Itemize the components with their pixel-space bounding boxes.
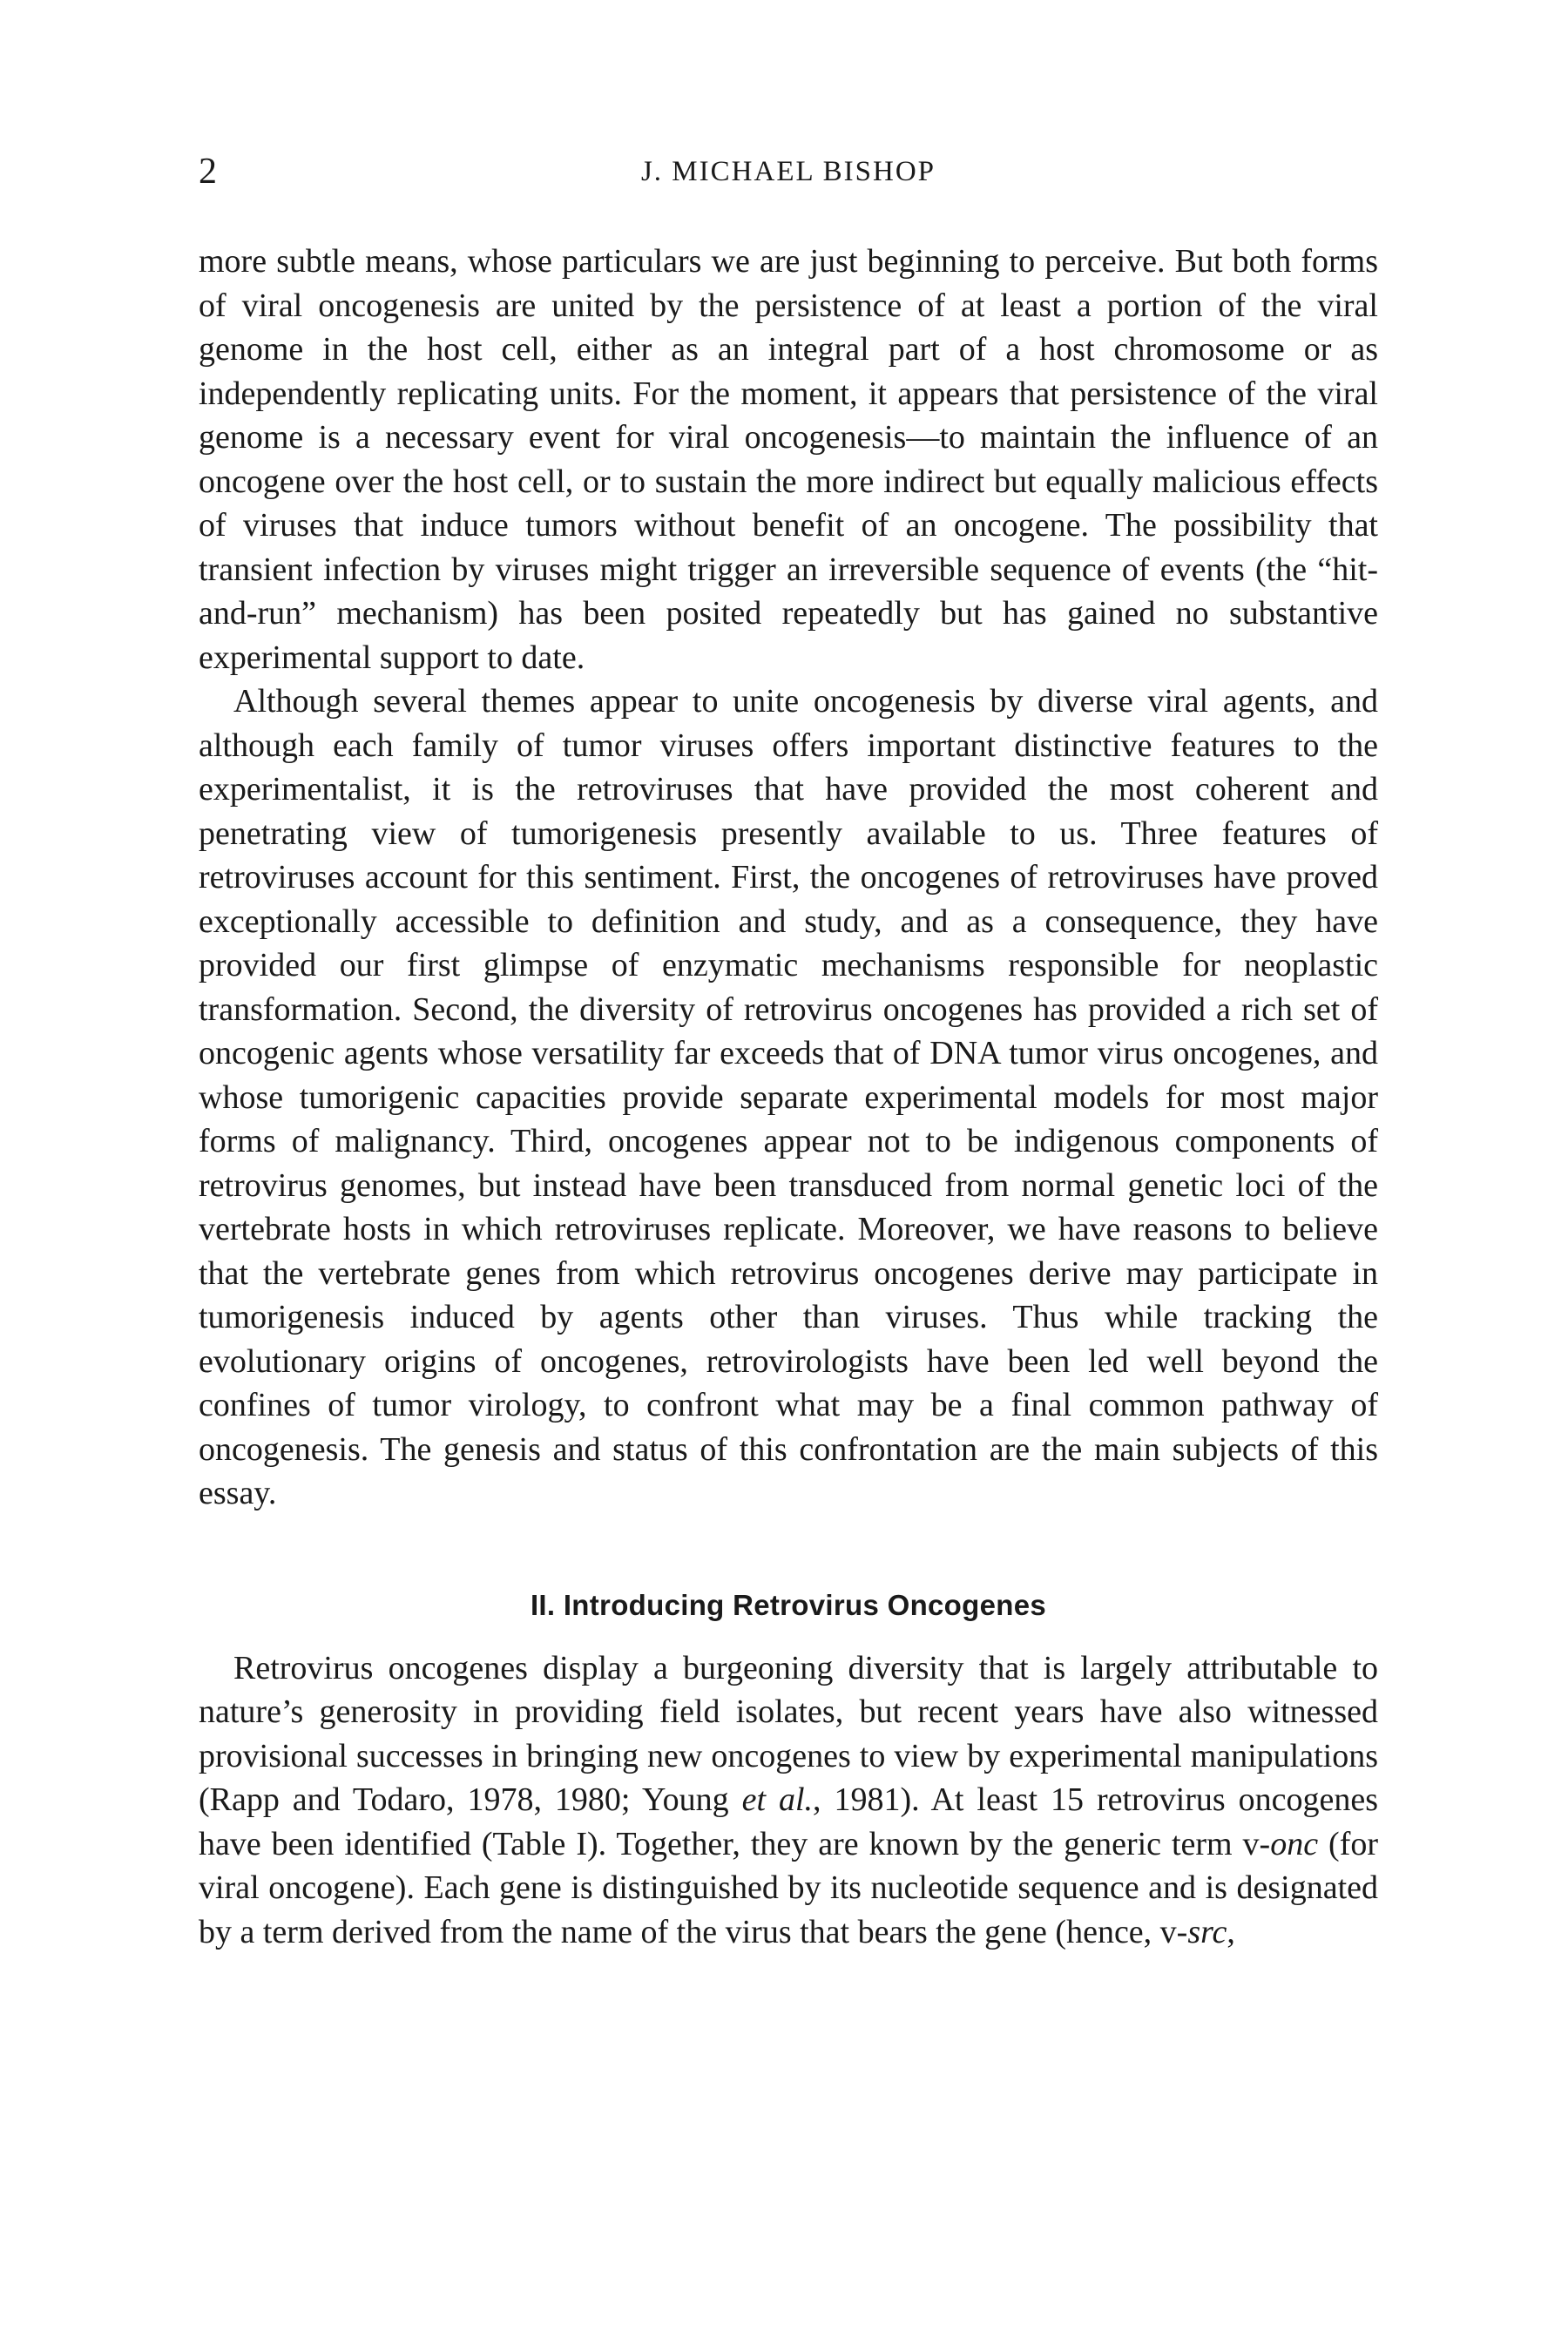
paragraph-3-text-4: ,: [1227, 1913, 1235, 1950]
body-text: [199, 240, 1378, 1954]
paragraph-3-text-1: Retrovirus oncogenes display a burgeoning diversity that is largely attributable to nature’s generosity in providing field isolates, but recent years have also witnessed provisional successes in bringing new oncogenes to view by experimental manipulations (Rapp and Todaro, 1978, 1980; Young: [199, 1649, 1378, 1818]
paragraph-3-onc: onc: [1270, 1825, 1319, 1862]
paragraph-2: Although several themes appear to unite oncogenesis by diverse viral agents, and although each family of tumor viruses offers important distinctive features to the experimentalist, it is the retroviruses that have provided the most coherent and penetrating view of tumorigenesis presently available to us. Three features of retroviruses account for this sentiment. First, the oncogenes of retroviruses have proved exceptionally accessible to definition and study, and as a consequence, they have provided our first glimpse of enzymatic mechanisms responsible for neoplastic transformation. Second, the diversity of retrovirus oncogenes has provided a rich set of oncogenic agents whose versatility far exceeds that of DNA tumor virus oncogenes, and whose tumorigenic capacities provide separate experimental models for most major forms of malignancy. Third, oncogenes appear not to be indigenous components of retrovirus genomes, but instead have been transduced from normal genetic loci of the vertebrate hosts in which retroviruses replicate. Moreover, we have reasons to believe that the vertebrate genes from which retrovirus oncogenes derive may participate in tumorigenesis induced by agents other than viruses. Thus while tracking the evolutionary origins of oncogenes, retrovirologists have been led well beyond the confines of tumor virology, to confront what may be a final common pathway of oncogenesis. The genesis and status of this confrontation are the main subjects of this essay.: [199, 683, 1378, 1511]
running-head: [199, 150, 1378, 193]
paragraph-3-src: src: [1187, 1913, 1227, 1950]
paragraph-3-text-3: (for viral oncogene). Each gene is distinguished by its nucleotide sequence and is designated by a term derived from the name of the virus that bears the gene (hence, v-: [199, 1825, 1378, 1950]
paragraph-3-text-2: , 1981). At least 15 retrovirus oncogenes have been identified (Table I). Together, they are known by the generic term v-: [199, 1781, 1379, 1862]
paragraph-1: more subtle means, whose particulars we are just beginning to perceive. But both forms of viral oncogenesis are united by the persistence of at least a portion of the viral genome in the host cell, either as an integral part of a host chromosome or as independently replicating units. For the moment, it appears that persistence of the viral genome is a necessary event for viral oncogenesis—to maintain the influence of an oncogene over the host cell, or to sustain the more indirect but equally malicious effects of viruses that induce tumors without benefit of an oncogene. The possibility that transient infection by viruses might trigger an irreversible sequence of events (the “hit-and-run” mechanism) has been posited repeatedly but has gained no substantive experimental support to date.: [199, 243, 1378, 676]
page-number: 2: [199, 152, 217, 192]
paragraph-3-etal: et al.: [741, 1781, 814, 1818]
running-title: J. MICHAEL BISHOP: [640, 156, 936, 187]
section-heading: II. Introducing Retrovirus Oncogenes: [530, 1588, 1047, 1621]
paragraph-3: [199, 1646, 1378, 1955]
